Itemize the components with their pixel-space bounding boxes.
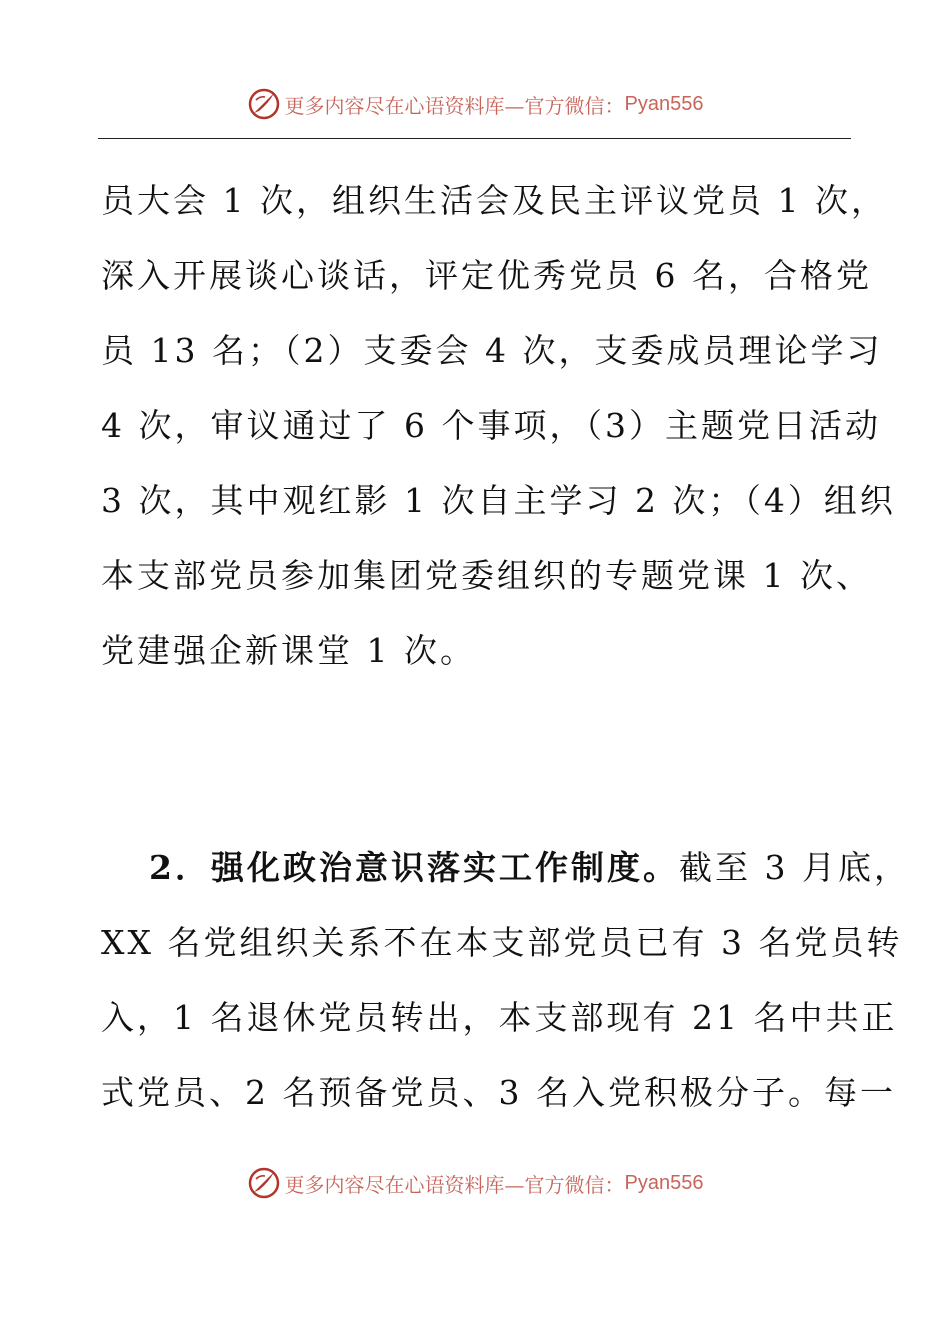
paragraph-line: 党建强企新课堂 1 次。 [101,631,476,670]
paragraph-line: 3 次，其中观红影 1 次自主学习 2 次；（4）组织 [101,481,896,520]
footer-banner [0,1161,950,1205]
paragraph-line: 深入开展谈心谈话，评定优秀党员 6 名，合格党 [101,256,872,295]
paragraph-line: 本支部党员参加集团党委组织的专题党课 1 次、 [101,556,872,595]
header-banner [0,82,950,126]
footer-banner-text: 更多内容尽在心语资料库—官方微信： [284,1172,625,1197]
quill-logo-icon [247,87,281,121]
quill-logo-icon [247,1166,281,1200]
paragraph-line: 入，1 名退休党员转出，本支部现有 21 名中共正 [101,998,898,1037]
paragraph-1 [101,163,896,688]
paragraph-line: 员大会 1 次，组织生活会及民主评议党员 1 次， [101,181,887,220]
paragraph-line-rest: 截至 3 月底， [678,848,910,887]
header-wechat-id: Pyan556 [624,92,704,115]
section-heading: 2．强化政治意识落实工作制度。 [149,848,679,887]
paragraph-line: 4 次，审议通过了 6 个事项，（3）主题党日活动 [101,406,881,445]
header-banner-text: 更多内容尽在心语资料库—官方微信： [284,93,625,118]
paragraph-2 [101,830,910,1130]
paragraph-first-line [101,830,910,905]
paragraph-line: 式党员、2 名预备党员、3 名入党积极分子。每一 [101,1073,896,1112]
paragraph-line: 员 13 名；（2）支委会 4 次，支委成员理论学习 [101,331,883,370]
footer-wechat-id: Pyan556 [624,1171,704,1194]
paragraph-line: XX 名党组织关系不在本支部党员已有 3 名党员转 [101,923,903,962]
header-divider [98,138,851,139]
